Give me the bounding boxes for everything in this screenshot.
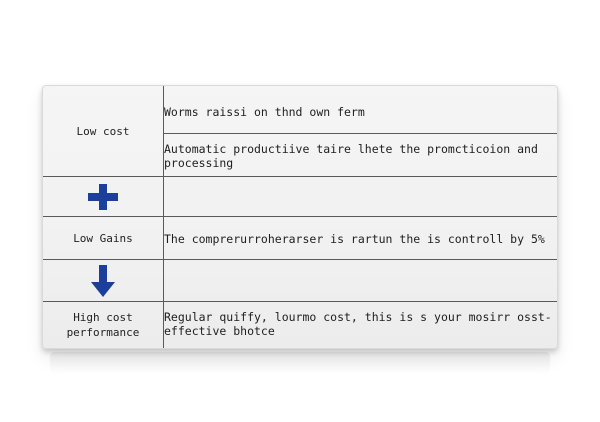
arrow-down-icon — [90, 264, 116, 298]
table-grid — [43, 86, 557, 348]
high-cost-performance-detail: Regular quiffy, lourmo cost, this is s your mosirr osst-effective bhotce — [164, 310, 552, 338]
low-cost-detail-2: Automatic productiive taire lhete the promcticoion and processing — [164, 142, 538, 170]
column-divider — [163, 86, 164, 348]
row-divider — [163, 133, 557, 134]
low-gains-detail: The comprerurroherarser is rartun the is controll by 5% — [164, 232, 545, 246]
low-cost-label: Low cost — [76, 124, 130, 138]
low-cost-detail-1: Worms raissi on thnd own ferm — [164, 105, 365, 119]
low-gains-label: Low Gains — [73, 231, 133, 245]
comparison-table — [42, 85, 558, 349]
high-cost-performance-label: High cost performance — [66, 311, 140, 339]
plus-icon — [87, 183, 119, 211]
arrow-cell — [43, 260, 163, 301]
plus-cell — [43, 177, 163, 216]
table-reflection — [50, 352, 550, 374]
